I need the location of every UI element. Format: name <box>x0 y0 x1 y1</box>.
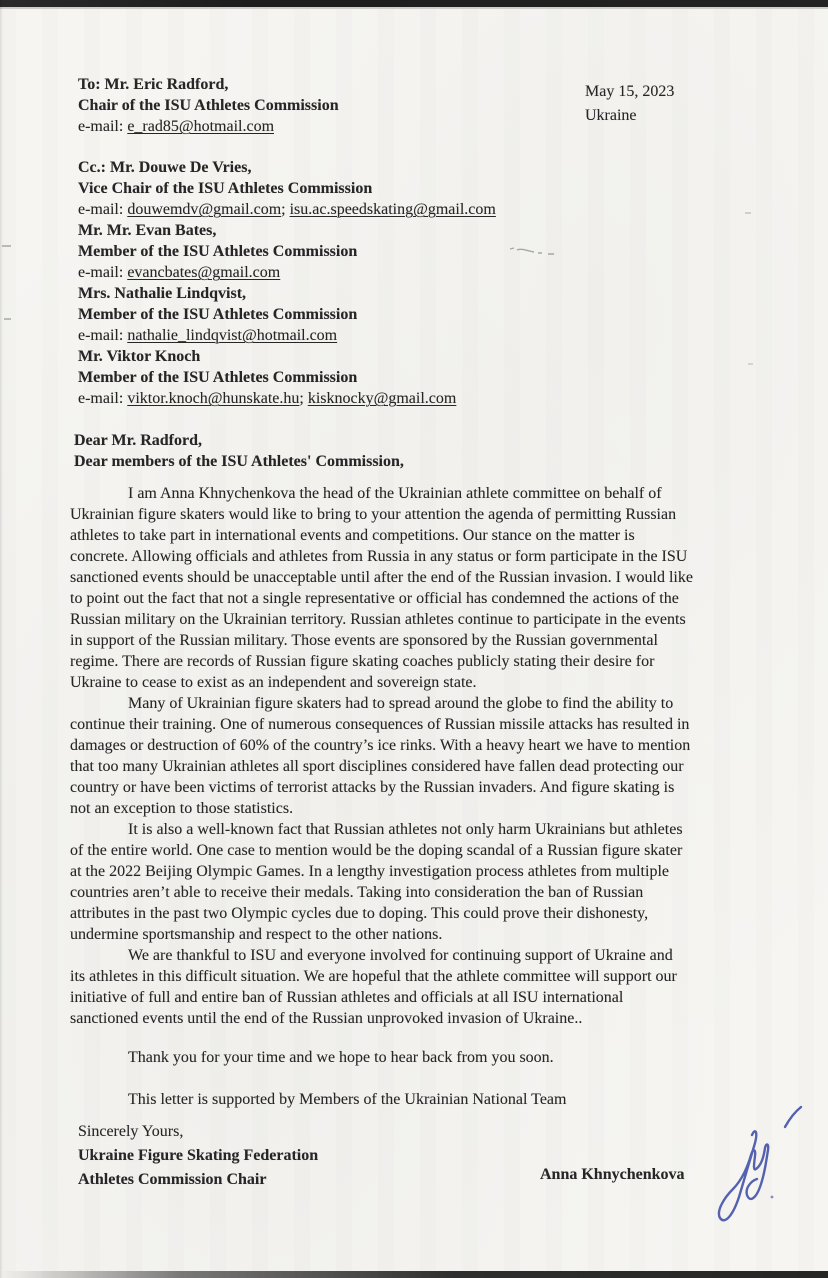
signature-block <box>78 1120 318 1192</box>
email-label: e-mail: <box>78 390 128 407</box>
letter-location: Ukraine <box>585 107 637 124</box>
scan-dash-artifact <box>745 212 751 214</box>
cc-name: Cc.: Mr. Douwe De Vries, <box>78 159 252 176</box>
salutation-line: Dear members of the ISU Athletes' Commission, <box>74 453 404 470</box>
valediction: Sincerely Yours, <box>78 1123 184 1140</box>
recipient-block <box>78 74 339 137</box>
paragraph-line: athletes to take part in international events and competitions. Our stance on the matter is <box>70 527 635 544</box>
cc-name: Mr. Mr. Evan Bates, <box>78 222 217 239</box>
paragraph-line: damages or destruction of 60% of the country’s ice rinks. With a heavy heart we have to mention <box>70 737 691 754</box>
scan-dash-artifact <box>748 363 753 365</box>
signature-accent-stroke <box>785 1107 801 1127</box>
letter-body <box>70 483 693 1029</box>
pencil-smudge-artifact <box>508 243 572 259</box>
cc-title: Member of the ISU Athletes Commission <box>78 243 358 260</box>
cc-name: Mr. Viktor Knoch <box>78 348 201 365</box>
paragraph-line: We are thankful to ISU and everyone involved for continuing support of Ukraine and <box>128 947 673 964</box>
paragraph-line: sanctioned events should be unacceptable until after the end of the Russian invasion. I would like <box>70 569 693 586</box>
recipient-title: Chair of the ISU Athletes Commission <box>78 97 339 114</box>
paragraph-line: countries aren’t able to receive their medals. Taking into consideration the ban of Russian <box>70 884 644 901</box>
paragraph-line: of the entire world. One case to mention would be the doping scandal of a Russian figure skater <box>70 842 683 859</box>
scan-dash-artifact <box>2 245 11 247</box>
cc-title: Member of the ISU Athletes Commission <box>78 306 358 323</box>
cc-name: Mrs. Nathalie Lindqvist, <box>78 285 247 302</box>
cc-email-line <box>78 199 496 220</box>
salutation-block <box>74 430 404 472</box>
paragraph-line: Ukrainian figure skaters would like to bring to your attention the agenda of permitting Russian <box>70 506 677 523</box>
scan-dash-artifact <box>4 318 11 320</box>
recipient-name: To: Mr. Eric Radford, <box>78 76 229 93</box>
paragraph-line: Ukraine to cease to exist as an independent and sovereign state. <box>70 674 477 691</box>
paragraph-line: in support of the Russian military. Those events are sponsored by the Russian governmental <box>70 632 658 649</box>
cc-title: Member of the ISU Athletes Commission <box>78 369 358 386</box>
paragraph-line: continue their training. One of numerous consequences of Russian missile attacks has resulted in <box>70 716 690 733</box>
email-label: e-mail: <box>78 118 128 135</box>
paragraph-line: at the 2022 Beijing Olympic Games. In a lengthy investigation process athletes from multiple <box>70 863 669 880</box>
paragraph-line: initiative of full and entire ban of Russian athletes and officials at all ISU international <box>70 989 624 1006</box>
email-separator: ; <box>299 390 308 407</box>
paragraph-line: undermine sportsmanship and respect to the other nations. <box>70 926 443 943</box>
signature-role: Athletes Commission Chair <box>78 1171 267 1188</box>
email-address: isu.ac.speedskating@gmail.com <box>289 201 496 218</box>
email-address: viktor.knoch@hunskate.hu <box>127 390 300 407</box>
cc-email-line <box>78 262 496 283</box>
paragraph-line: regime. There are records of Russian figure skating coaches publicly stating their desire for <box>70 653 655 670</box>
paragraph-line: I am Anna Khnychenkova the head of the Ukrainian athlete committee on behalf of <box>128 485 662 502</box>
email-label: e-mail: <box>78 201 128 218</box>
email-address: evancbates@gmail.com <box>127 264 281 281</box>
email-label: e-mail: <box>78 264 128 281</box>
email-separator: ; <box>281 201 290 218</box>
paragraph-line: not an exception to those statistics. <box>70 800 294 817</box>
date-block <box>585 80 674 128</box>
salutation-line: Dear Mr. Radford, <box>74 432 202 449</box>
letter-date: May 15, 2023 <box>585 83 675 100</box>
handwritten-signature-ink <box>695 1093 819 1233</box>
paragraph-line: concrete. Allowing officials and athletes from Russia in any status or form participate in the ISU <box>70 548 688 565</box>
cc-email-line <box>78 325 496 346</box>
paragraph-line: sanctioned events until the end of the Russian unprovoked invasion of Ukraine.. <box>70 1010 583 1027</box>
email-label: e-mail: <box>78 327 128 344</box>
closing-thanks: Thank you for your time and we hope to hear back from you soon. <box>128 1049 554 1066</box>
paragraph-line: attributes in the past two Olympic cycles due to doping. This could prove their dishonesty, <box>70 905 649 922</box>
paragraph-line: country or have been victims of terrorist attacks by the Russian invaders. And figure skating is <box>70 779 675 796</box>
cc-email-line <box>78 388 496 409</box>
paragraph-line: to point out the fact that not a single representative or official has condemned the actions of the <box>70 590 679 607</box>
email-address: kisknocky@gmail.com <box>307 390 457 407</box>
signature-ink-dot <box>771 1196 774 1199</box>
email-address: nathalie_lindqvist@hotmail.com <box>127 327 338 344</box>
recipient-email-line <box>78 116 339 137</box>
signature-main-stroke <box>719 1131 768 1220</box>
cc-block <box>78 157 496 409</box>
paragraph-line: Russian military on the Ukrainian territory. Russian athletes continue to participate in the events <box>70 611 686 628</box>
email-address: douwemdv@gmail.com <box>127 201 282 218</box>
scan-edge-top <box>0 0 828 9</box>
signer-name: Anna Khnychenkova <box>540 1166 685 1183</box>
scan-edge-left <box>0 0 3 1278</box>
paragraph-line: that too many Ukrainian athletes all sport disciplines considered have fallen dead protecting our <box>70 758 684 775</box>
scan-edge-bottom <box>0 1271 828 1278</box>
cc-title: Vice Chair of the ISU Athletes Commission <box>78 180 373 197</box>
paragraph-line: It is also a well-known fact that Russian athletes not only harm Ukrainians but athletes <box>128 821 683 838</box>
paragraph-line: Many of Ukrainian figure skaters had to spread around the globe to find the ability to <box>128 695 674 712</box>
signature-org: Ukraine Figure Skating Federation <box>78 1147 319 1164</box>
email-address: e_rad85@hotmail.com <box>127 118 275 135</box>
closing-support: This letter is supported by Members of the Ukrainian National Team <box>128 1091 567 1108</box>
paragraph-line: its athletes in this difficult situation. We are hopeful that the athlete committee will support our <box>70 968 677 985</box>
